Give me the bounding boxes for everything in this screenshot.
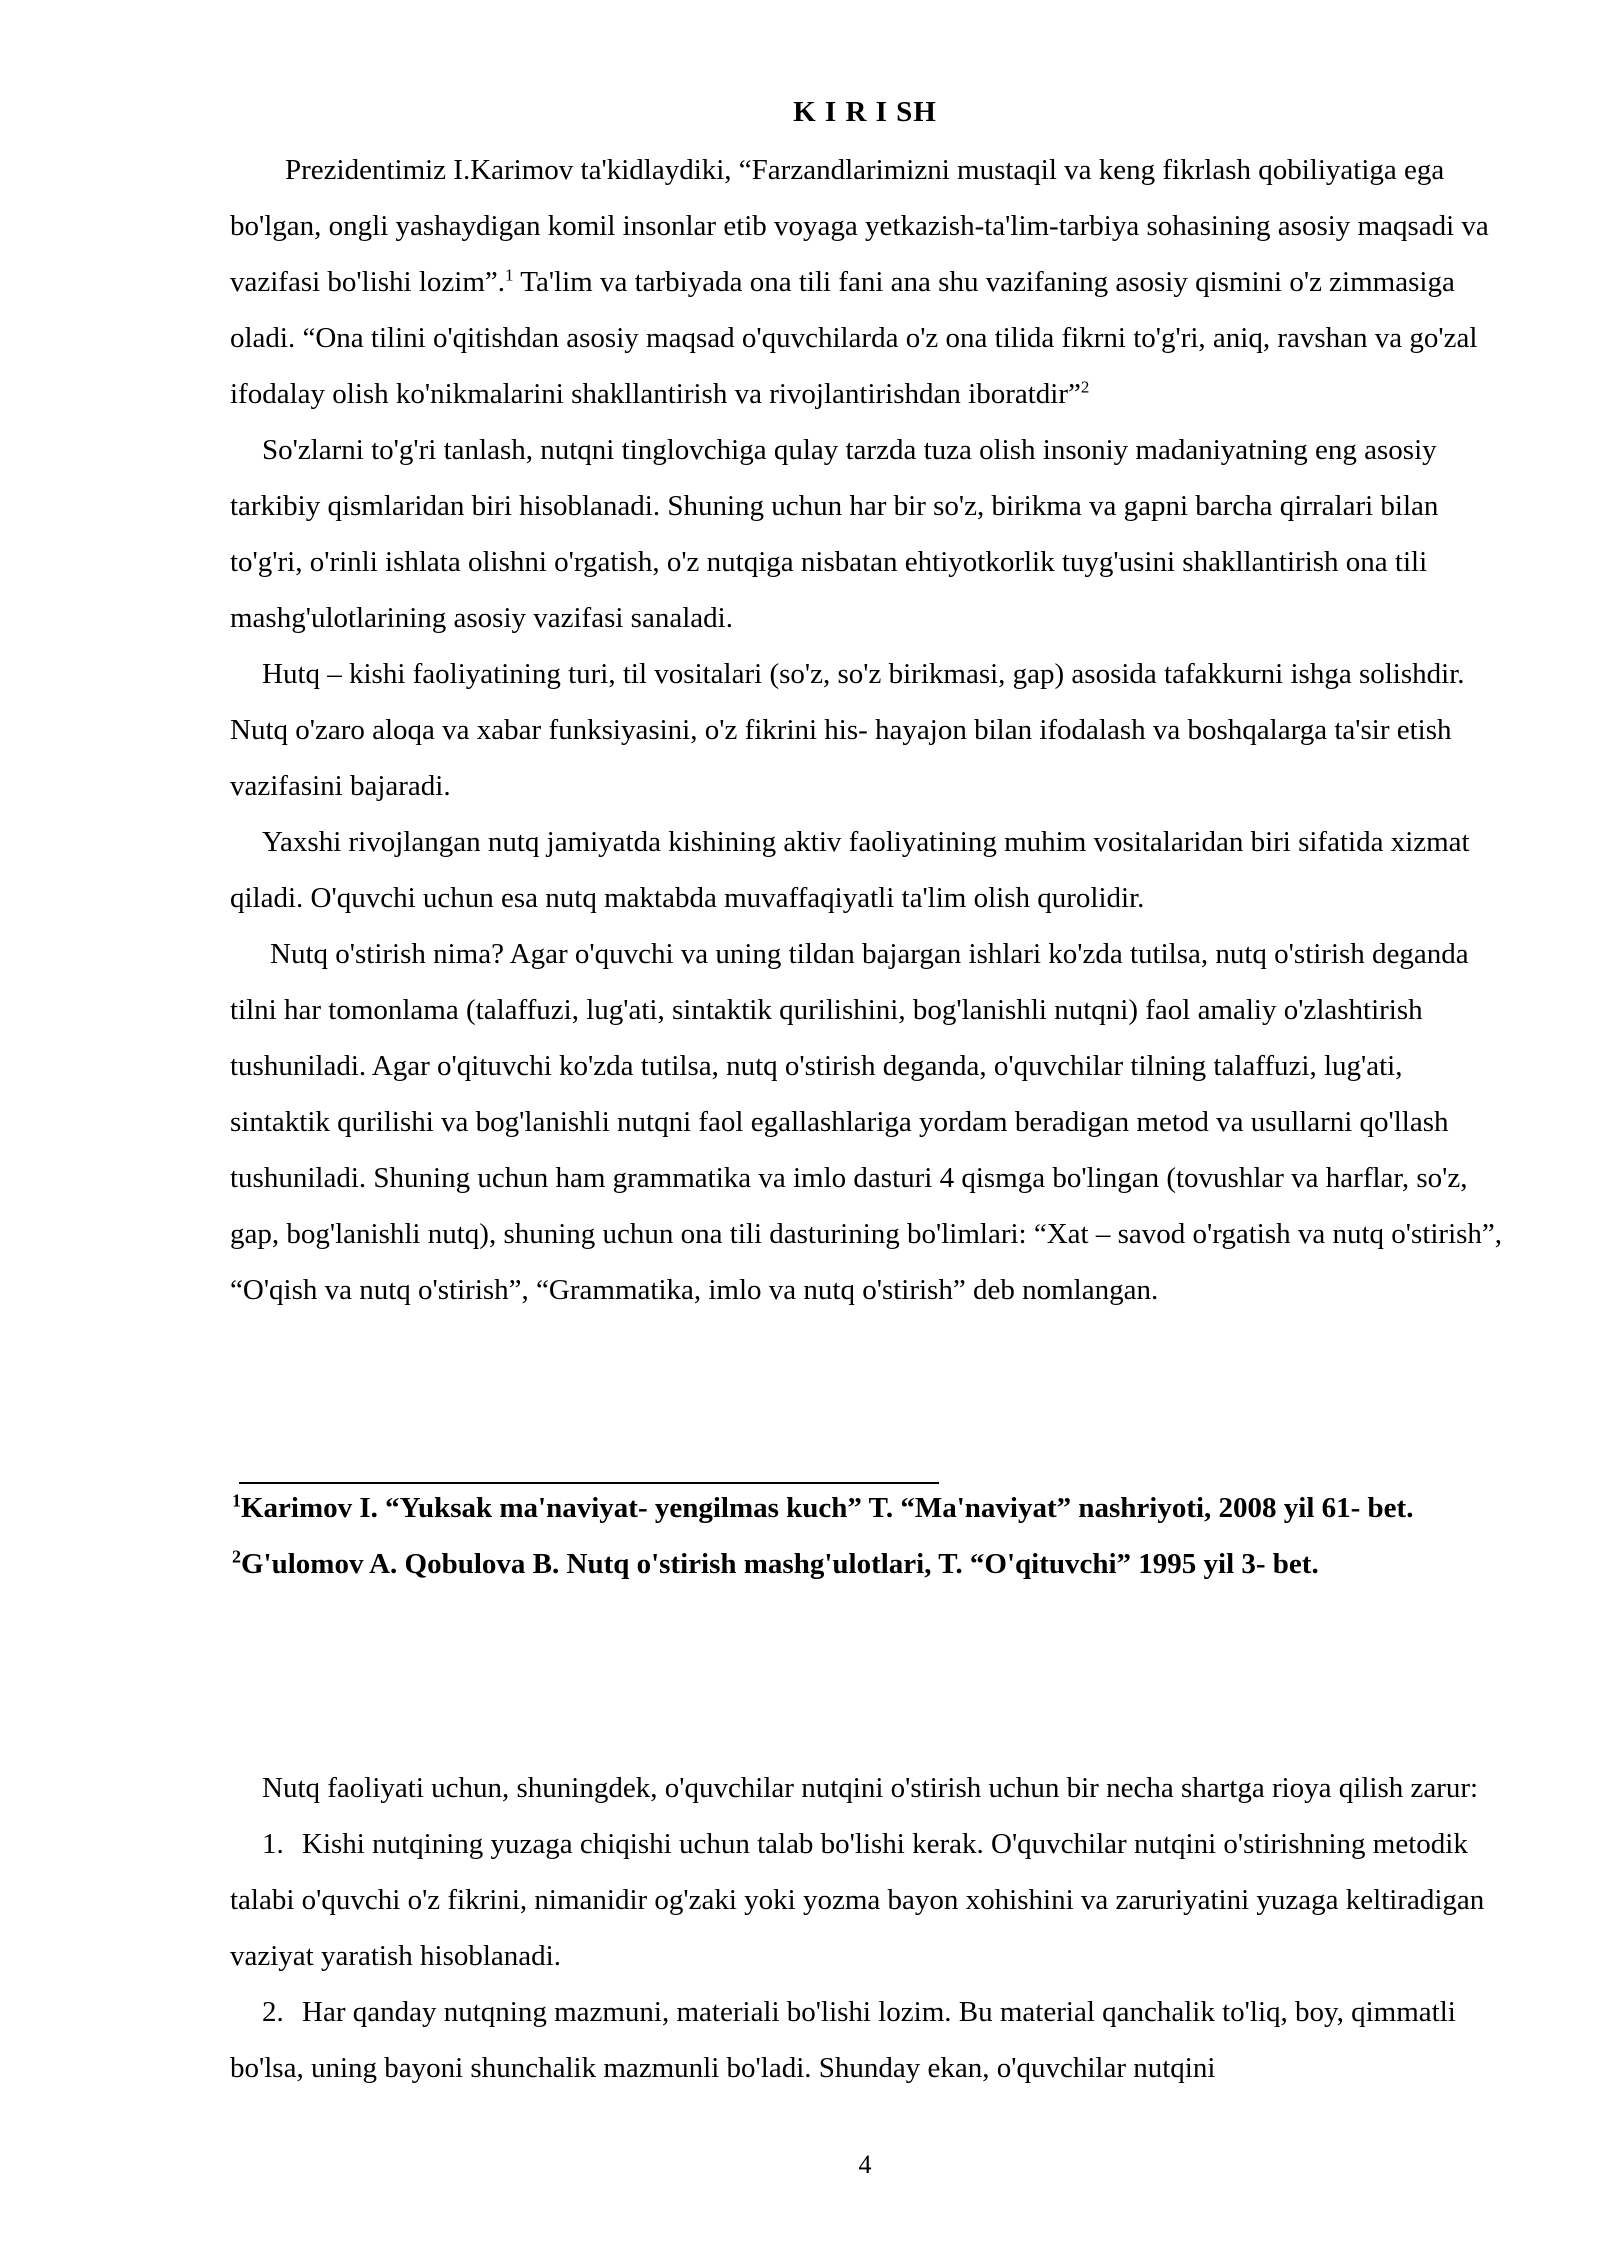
footnote-1-text: Karimov I. “Yuksak ma'naviyat- yengilmas kuch” T. “Ma'naviyat” nashriyoti, 2008 yil 61- bet.: [241, 1492, 1414, 1524]
footnotes-section: [232, 1480, 1502, 1592]
paragraph-2: So'zlarni to'g'ri tanlash, nutqni tinglovchiga qulay tarzda tuza olish insoniy madaniyatning eng asosiy tarkibiy qismlaridan biri hisoblanadi. Shuning uchun har bir so'z, birikma va gapni barcha qirralari bilan to'g'ri, o'rinli ishlata olishni o'rgatish, o'z nutqiga nisbatan ehtiyotkorlik tuyg'usini shakllantirish ona tili mashg'ulotlarining asosiy vazifasi sanaladi.: [230, 434, 1439, 634]
paragraph-1-text-a: Prezidentimiz I.Karimov ta'kidlaydiki, “Farzandlarimizni mustaqil va keng fikrlash qobiliyatiga ega bo'lgan, ongli yashaydigan komil insonlar etib voyaga yetkazish-ta'lim-tarbiya sohasining asosiy maqsadi va vazifasi bo'lishi lozim”.: [230, 154, 1489, 298]
list-item-1-text: Kishi nutqining yuzaga chiqishi uchun talab bo'lishi kerak. O'quvchilar nutqini o'stirishning metodik talabi o'quvchi o'z fikrini, nimanidir og'zaki yoki yozma bayon xohishini va zaruriyatini yuzaga keltiradigan vaziyat yaratish hisoblanadi.: [230, 1828, 1485, 1972]
list-item-1-number: 1.: [262, 1828, 284, 1860]
paragraph-1: [230, 142, 1505, 422]
paragraph-5: Nutq o'stirish nima? Agar o'quvchi va uning tildan bajargan ishlari ko'zda tutilsa, nutq o'stirish deganda tilni har tomonlama (talaffuzi, lug'ati, sintaktik qurilishini, bog'lanishli nutqni) faol amaliy o'zlashtirish tushuniladi. Agar o'qituvchi ko'zda tutilsa, nutq o'stirish deganda, o'quvchilar tilning talaffuzi, lug'ati, sintaktik qurilishi va bog'lanishli nutqni faol egallashlariga yordam beradigan metod va usullarni qo'llash tushuniladi. Shuning uchun ham grammatika va imlo dasturi 4 qismga bo'lingan (tovushlar va harflar, so'z, gap, bog'lanishli nutq), shuning uchun ona tili dasturining bo'limlari: “Xat – savod o'rgatish va nutq o'stirish”, “O'qish va nutq o'stirish”, “Grammatika, imlo va nutq o'stirish” deb nomlangan.: [230, 938, 1503, 1306]
list-item-2: [230, 1984, 1505, 2096]
footnote-ref-1: 1: [505, 265, 514, 285]
footnote-2: [232, 1536, 1502, 1592]
intro-section: [230, 142, 1505, 1318]
footnote-ref-2: 2: [1080, 377, 1090, 397]
footnote-2-text: G'ulomov A. Qobulova B. Nutq o'stirish mashg'ulotlari, T. “O'qituvchi” 1995 yil 3- bet.: [241, 1548, 1319, 1580]
paragraph-3: Hutq – kishi faoliyatining turi, til vositalari (so'z, so'z birikmasi, gap) asosida tafakkurni ishga solishdir. Nutq o'zaro aloqa va xabar funksiyasini, o'z fikrini his- hayajon bilan ifodalash va boshqalarga ta'sir etish vazifasini bajaradi.: [230, 658, 1465, 802]
footnote-2-mark: 2: [232, 1546, 241, 1567]
list-item-2-number: 2.: [262, 1996, 284, 2028]
page-number: 4: [858, 2150, 872, 2179]
continuation-section: [230, 1760, 1505, 2096]
continuation-intro: Nutq faoliyati uchun, shuningdek, o'quvchilar nutqini o'stirish uchun bir necha shartga rioya qilish zarur:: [262, 1772, 1479, 1804]
footnote-1: [232, 1480, 1502, 1536]
list-item-2-text: Har qanday nutqning mazmuni, materiali bo'lishi lozim. Bu material qanchalik to'liq, boy, qimmatli bo'lsa, uning bayoni shunchalik mazmunli bo'ladi. Shunday ekan, o'quvchilar nutqini: [230, 1996, 1456, 2084]
paragraph-1-text-b: Ta'lim va tarbiyada ona tili fani ana shu vazifaning asosiy qismini o'z zimmasiga oladi. “Ona tilini o'qitishdan asosiy maqsad o'quvchilarda o'z ona tilida fikrni to'g'ri, aniq, ravshan va go'zal ifodalay olish ko'nikmalarini shakllantirish va rivojlantirishdan iboratdir”: [230, 266, 1478, 410]
paragraph-4: Yaxshi rivojlangan nutq jamiyatda kishining aktiv faoliyatining muhim vositalaridan biri sifatida xizmat qiladi. O'quvchi uchun esa nutq maktabda muvaffaqiyatli ta'lim olish qurolidir.: [230, 826, 1470, 914]
page-title: K I R I SH: [793, 96, 937, 128]
list-item-1: [230, 1816, 1505, 1984]
footnote-1-mark: 1: [232, 1490, 241, 1511]
